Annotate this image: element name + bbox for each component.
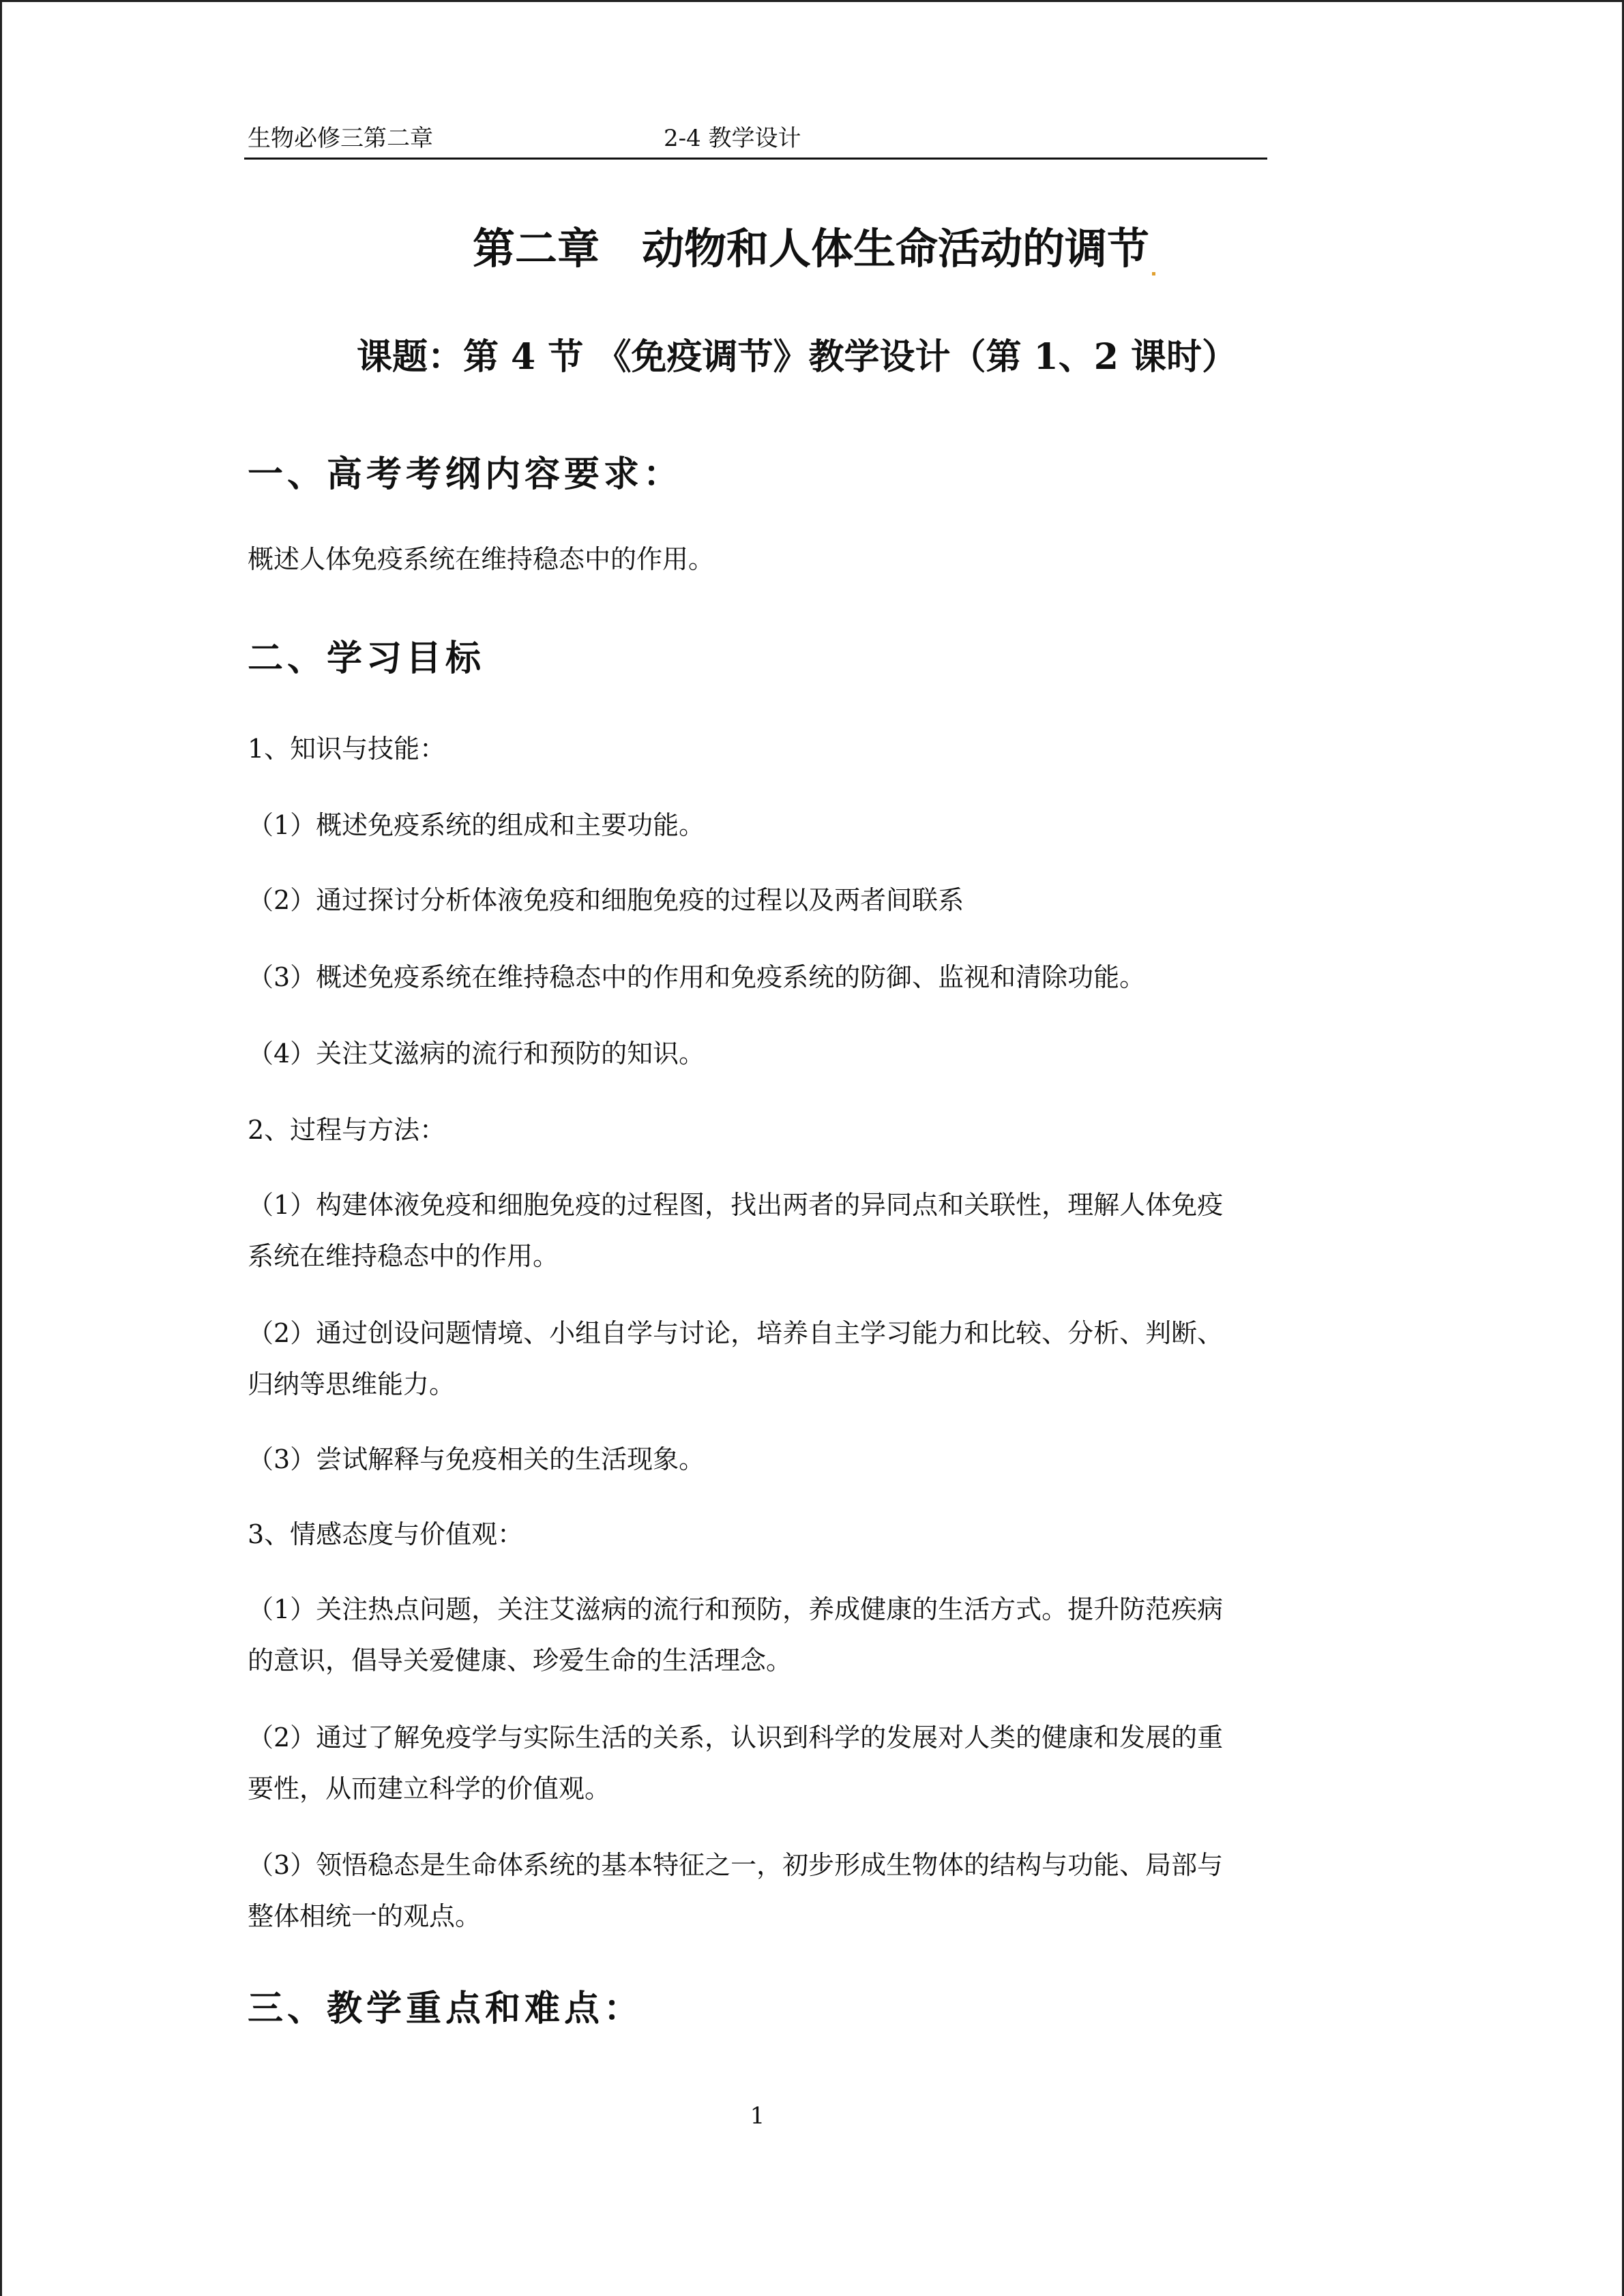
knowledge-item-2: （2）通过探讨分析体液免疫和细胞免疫的过程以及两者间联系: [248, 885, 964, 915]
process-item-3: （3）尝试解释与免疫相关的生活现象。: [248, 1444, 705, 1474]
emotion-item-3: （3）领悟稳态是生命体系统的基本特征之一，初步形成生物体的结构与功能、局部与整体相统一的观点。: [248, 1850, 1224, 1931]
process-item-1: （1）构建体液免疫和细胞免疫的过程图，找出两者的异同点和关联性，理解人体免疫系统在维持稳态中的作用。: [248, 1190, 1224, 1271]
header-design: 2-4 教学设计: [664, 125, 801, 152]
emotion-label: 3、情感态度与价值观：: [248, 1519, 524, 1549]
chapter-title: [2, 215, 1624, 275]
emotion-item-1: （1）关注热点问题，关注艾滋病的流行和预防，养成健康的生活方式。提升防范疾病的意识，倡导关爱健康、珍爱生命的生活理念。: [248, 1594, 1224, 1675]
knowledge-item-3: （3）概述免疫系统在维持稳态中的作用和免疫系统的防御、监视和清除功能。: [248, 962, 1146, 992]
section-3-heading: 三、教学重点和难点：: [248, 1988, 644, 2029]
process-item-2: （2）通过创设问题情境、小组自学与讨论，培养自主学习能力和比较、分析、判断、归纳等思维能力。: [248, 1318, 1224, 1399]
page-header: [244, 117, 1267, 160]
lesson-title: 课题：第 4 节 《免疫调节》教学设计（第 1、2 课时）: [356, 336, 1238, 378]
section-1-heading: 一、高考考纲内容要求：: [248, 453, 683, 495]
header-course: 生物必修三第二章: [248, 125, 433, 152]
page-number: 1: [750, 2102, 765, 2130]
knowledge-item-4: （4）关注艾滋病的流行和预防的知识。: [248, 1039, 705, 1069]
knowledge-item-1: （1）概述免疫系统的组成和主要功能。: [248, 810, 705, 840]
section-2-heading: 二、学习目标: [248, 638, 486, 679]
emotion-item-2: （2）通过了解免疫学与实际生活的关系，认识到科学的发展对人类的健康和发展的重要性，从而建立科学的价值观。: [248, 1723, 1224, 1804]
knowledge-label: 1、知识与技能：: [248, 734, 446, 764]
chapter-title-text: 第二章 动物和人体生命活动的调节: [472, 224, 1149, 273]
decorative-dot: [1152, 272, 1155, 275]
section-1-text: 概述人体免疫系统在维持稳态中的作用。: [248, 544, 715, 574]
process-label: 2、过程与方法：: [248, 1115, 446, 1145]
